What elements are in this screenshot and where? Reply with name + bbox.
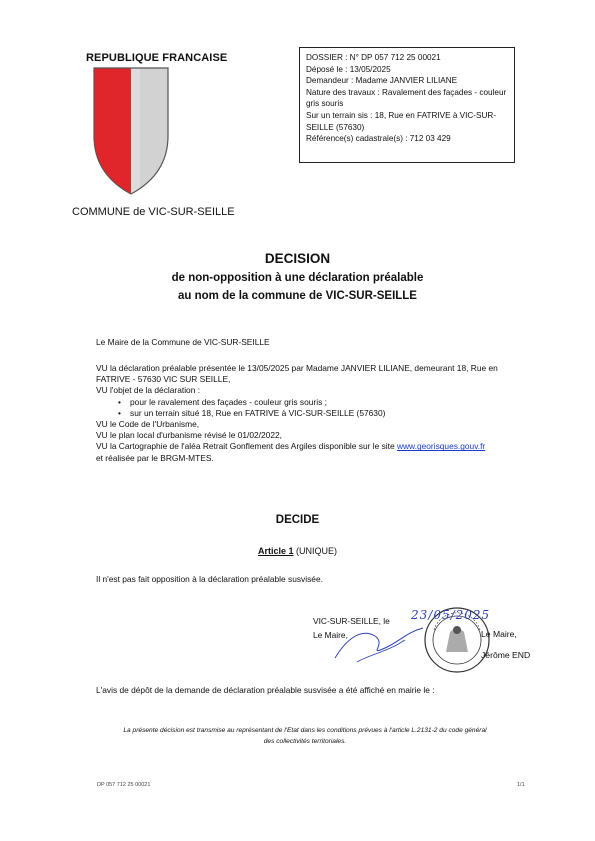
decision-subtitle-line2: au nom de la commune de VIC-SUR-SEILLE [178,290,417,302]
decision-title: DECISION [264,251,331,266]
georisques-link[interactable]: www.georisques.gouv.fr [396,441,486,452]
terrain-address: Sur un terrain sis : 18, Rue en FATRIVE à VIC-SUR-SEILLE (57630) [306,110,497,132]
objet-item: • pour le ravalement des façades - couleur gris souris ; [118,397,526,408]
commune-label: COMMUNE de VIC-SUR-SEILLE [72,206,235,218]
visa-cartographie [96,441,526,452]
signatory-block [481,624,530,666]
signatory-name: Jérôme END [481,650,531,660]
article-label: Article 1 [257,546,294,556]
signature-place: VIC-SUR-SEILLE, le [313,616,390,626]
dossier-number: DOSSIER : N° DP 057 712 25 00021 [306,53,441,62]
objet-list [96,397,526,419]
objet-item: • sur un terrain situé 18, Rue en FATRIVE à VIC-SUR-SEILLE (57630) [118,408,526,419]
handwritten-signature [327,618,437,668]
visa-brgm: et réalisée par le BRGM-MTES. [96,452,214,463]
visa-objet: VU l'objet de la déclaration : [96,385,201,396]
references-cadastrales: Référence(s) cadastrale(s) : 712 03 429 [306,134,451,144]
visas-block [96,363,526,464]
nature-travaux: Nature des travaux : Ravalement des façades - couleur gris souris [306,87,507,109]
decide-heading: DECIDE [275,514,320,526]
visa-code-urbanisme: VU le Code de l'Urbanisme, [96,419,200,430]
handwritten-date: 23/05/2025 [411,608,491,622]
visa-plu: VU le plan local d'urbanisme révisé le 01/02/2022, [96,430,282,441]
decision-subtitle-line1: de non-opposition à une déclaration préalable [171,272,424,284]
signature-role-left: Le Maire, [313,630,348,640]
republique-francaise-label: REPUBLIQUE FRANCAISE [86,52,228,64]
transmission-note-line1: La présente décision est transmise au représentant de l'Etat dans les conditions prévues à l'article L.2131-2 du code général [123,727,487,734]
coat-of-arms-shield [92,66,170,196]
affichage-notice: L'avis de dépôt de la demande de déclaration préalable susvisée a été affiché en mairie le : [96,685,435,695]
dossier-info-box [299,47,515,163]
article-text: Il n'est pas fait opposition à la déclaration préalable susvisée. [96,574,323,584]
demandeur: Demandeur : Madame JANVIER LILIANE [306,76,458,86]
transmission-note [90,725,520,747]
article-heading [0,546,595,556]
depose-date: Déposé le : 13/05/2025 [306,64,391,74]
transmission-note-line2: des collectivités territoriales. [263,738,347,745]
footer-dossier-ref: DP 057 712 25 00021 [97,782,151,788]
maire-heading: Le Maire de la Commune de VIC-SUR-SEILLE [96,337,270,347]
signature-role-right: Le Maire, [481,629,517,639]
visa-declaration: VU la déclaration préalable présentée le 13/05/2025 par Madame JANVIER LILIANE, demeurant 18, Rue en FATRIVE - 57630 VIC SUR SEILLE, [96,363,498,385]
page-number: 1/1 [517,782,525,788]
article-suffix: (UNIQUE) [293,546,338,556]
visa-cartographie-text: VU la Cartographie de l'aléa Retrait Gonflement des Argiles disponible sur le site [96,441,397,452]
